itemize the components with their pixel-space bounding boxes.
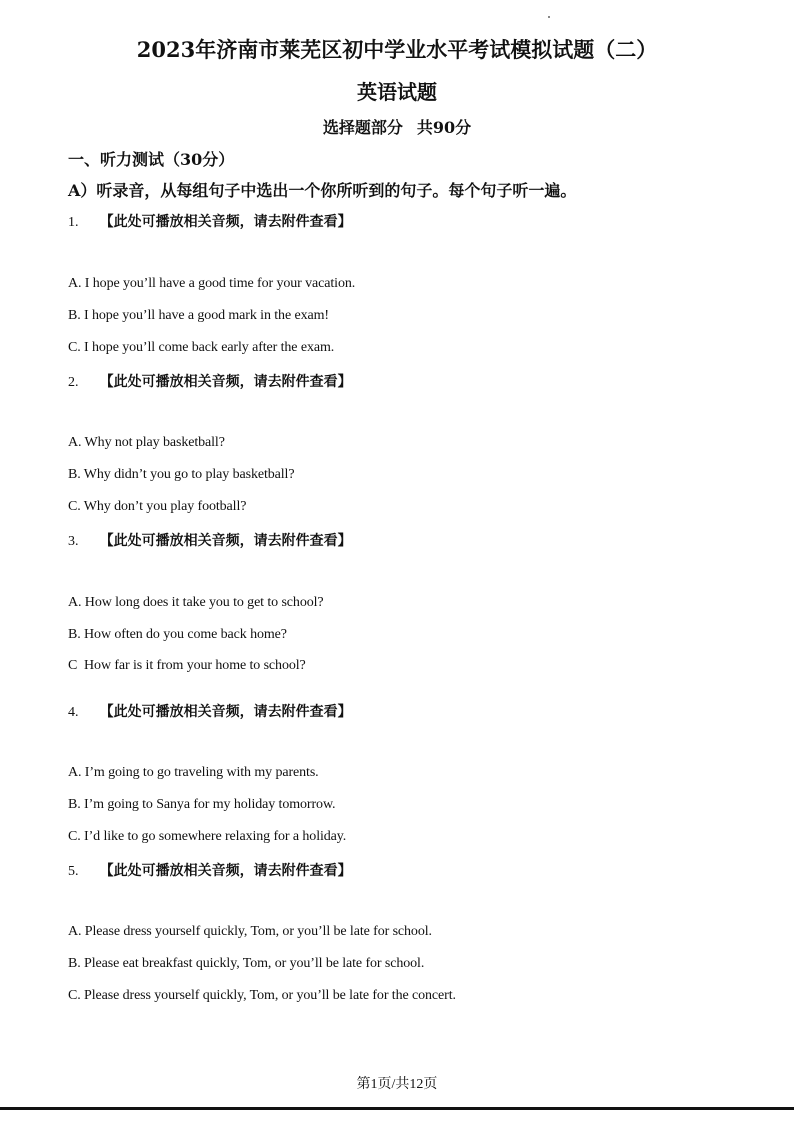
question-number: 5. bbox=[68, 864, 79, 879]
question-4-option-b: B. I’m going to Sanya for my holiday tomorrow. bbox=[68, 797, 336, 812]
question-number: 4. bbox=[68, 705, 79, 720]
question-2-option-a: A. Why not play basketball? bbox=[68, 435, 225, 450]
section-heading: 一、听力测试（30分） bbox=[68, 150, 235, 169]
audio-note: 【此处可播放相关音频，请去附件查看】 bbox=[99, 214, 352, 230]
question-3-option-b: B. How often do you come back home? bbox=[68, 627, 287, 642]
question-4-header bbox=[68, 701, 352, 721]
exam-title: 2023年济南市莱芜区初中学业水平考试模拟试题（二） bbox=[136, 37, 658, 62]
part-heading bbox=[0, 115, 794, 138]
question-1-option-c: C. I hope you’ll come back early after the exam. bbox=[68, 340, 335, 355]
question-1-option-a: A. I hope you’ll have a good time for your vacation. bbox=[68, 276, 356, 291]
bottom-border bbox=[0, 1107, 794, 1110]
audio-note: 【此处可播放相关音频，请去附件查看】 bbox=[99, 533, 352, 549]
question-5-header bbox=[68, 860, 352, 880]
question-1-header bbox=[68, 211, 352, 231]
scan-speck bbox=[548, 16, 550, 18]
question-number: 1. bbox=[68, 215, 79, 230]
page-number: 第1页/共12页 bbox=[356, 1077, 438, 1092]
subject-title: 英语试题 bbox=[357, 80, 437, 104]
question-2-header bbox=[68, 371, 352, 391]
audio-note: 【此处可播放相关音频，请去附件查看】 bbox=[99, 374, 352, 390]
question-4-option-c: C. I’d like to go somewhere relaxing for a holiday. bbox=[68, 829, 347, 844]
question-3-header bbox=[68, 530, 352, 550]
part-points: 共90分 bbox=[416, 118, 472, 137]
question-3-option-c: C How far is it from your home to school? bbox=[68, 658, 306, 673]
question-2-option-c: C. Why don’t you play football? bbox=[68, 499, 247, 514]
question-5-option-a: A. Please dress yourself quickly, Tom, or you’ll be late for school. bbox=[68, 924, 432, 939]
question-5-option-b: B. Please eat breakfast quickly, Tom, or you’ll be late for school. bbox=[68, 956, 425, 971]
question-1-option-b: B. I hope you’ll have a good mark in the exam! bbox=[68, 308, 329, 323]
question-4-option-a: A. I’m going to go traveling with my parents. bbox=[68, 765, 319, 780]
question-5-option-c: C. Please dress yourself quickly, Tom, or you’ll be late for the concert. bbox=[68, 988, 456, 1003]
question-number: 2. bbox=[68, 375, 79, 390]
audio-note: 【此处可播放相关音频，请去附件查看】 bbox=[99, 863, 352, 879]
audio-note: 【此处可播放相关音频，请去附件查看】 bbox=[99, 704, 352, 720]
question-number: 3. bbox=[68, 534, 79, 549]
question-2-option-b: B. Why didn’t you go to play basketball? bbox=[68, 467, 295, 482]
part-label: 选择题部分 bbox=[322, 118, 403, 137]
question-3-option-a: A. How long does it take you to get to school? bbox=[68, 595, 324, 610]
section-instruction: A）听录音，从每组句子中选出一个你所听到的句子。每个句子听一遍。 bbox=[68, 181, 577, 200]
